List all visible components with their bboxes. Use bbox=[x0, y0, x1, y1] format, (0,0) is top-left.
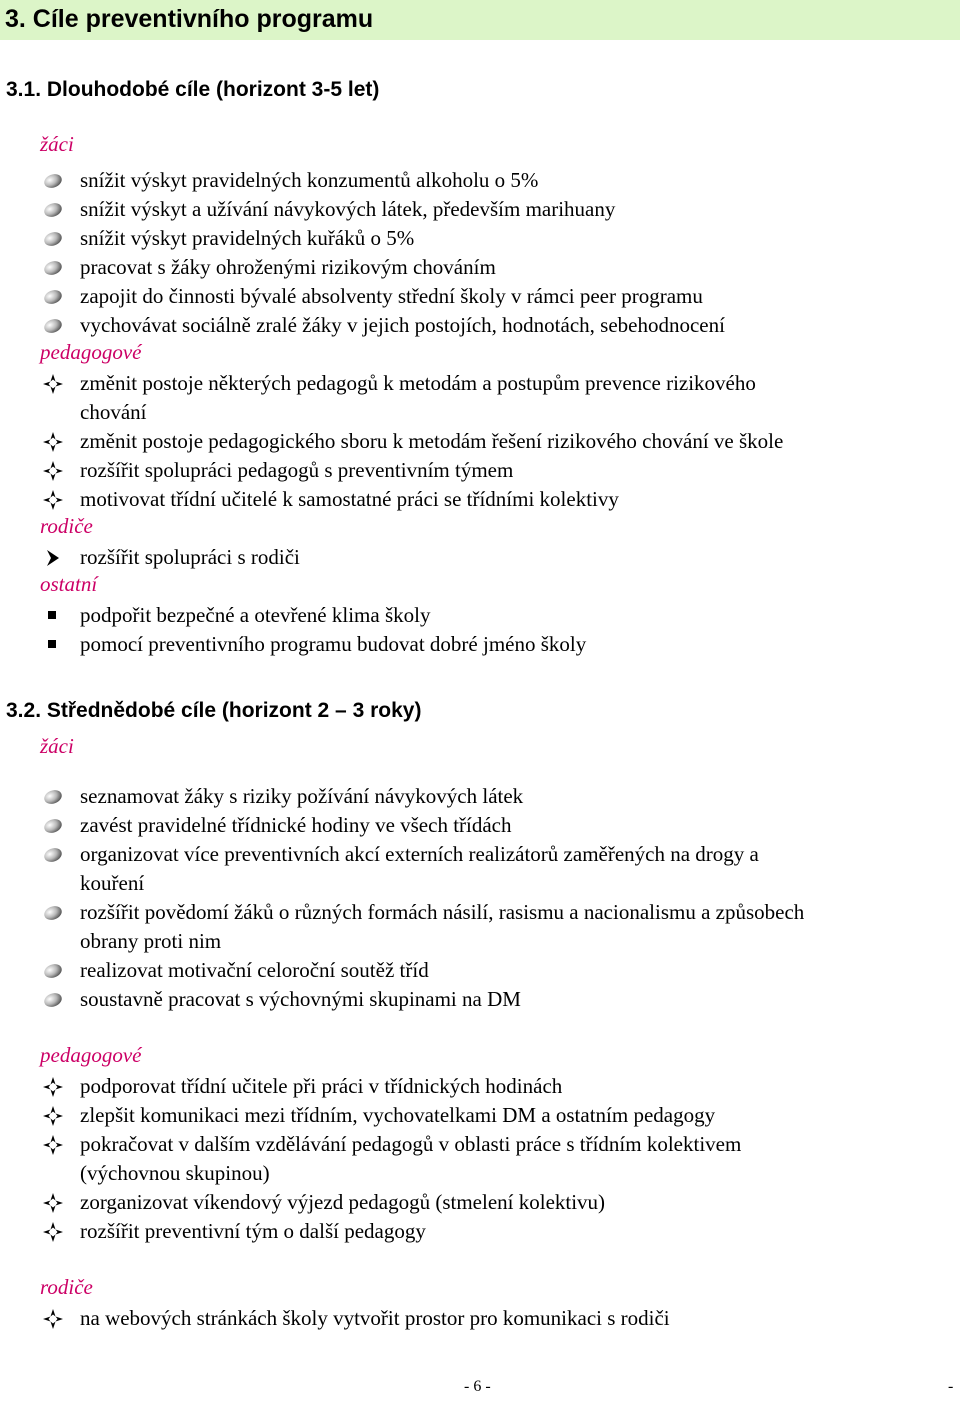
list-item: pokračovat v dalším vzdělávání pedagogů v oblasti práce s třídním kolektivem bbox=[80, 1132, 742, 1156]
category-rodice: rodiče bbox=[40, 1275, 93, 1299]
list-item-continuation: chování bbox=[80, 400, 147, 424]
footer-dash: - bbox=[948, 1378, 954, 1395]
round-bullet-icon bbox=[42, 960, 64, 982]
list-item: snížit výskyt pravidelných kuřáků o 5% bbox=[80, 226, 415, 250]
list-item-continuation: kouření bbox=[80, 871, 145, 895]
category-pedagogove: pedagogové bbox=[40, 1043, 142, 1067]
list-item: změnit postoje některých pedagogů k metodám a postupům prevence rizikového bbox=[80, 371, 756, 395]
section-title-long-term: 3.1. Dlouhodobé cíle (horizont 3-5 let) bbox=[6, 78, 380, 101]
list-item: pracovat s žáky ohroženými rizikovým chováním bbox=[80, 255, 496, 279]
list-item-continuation: (výchovnou skupinou) bbox=[80, 1161, 270, 1185]
square-bullet-icon bbox=[42, 634, 64, 656]
round-bullet-icon bbox=[42, 257, 64, 279]
list-item: pomocí preventivního programu budovat dobré jméno školy bbox=[80, 632, 587, 656]
round-bullet-icon bbox=[42, 228, 64, 250]
list-item: na webových stránkách školy vytvořit prostor pro komunikaci s rodiči bbox=[80, 1306, 670, 1330]
round-bullet-icon bbox=[42, 315, 64, 337]
page-title: 3. Cíle preventivního programu bbox=[5, 5, 374, 33]
category-pedagogove: pedagogové bbox=[40, 340, 142, 364]
list-item: podpořit bezpečné a otevřené klima školy bbox=[80, 603, 431, 627]
round-bullet-icon bbox=[42, 786, 64, 808]
diamond-star-icon bbox=[42, 1105, 64, 1127]
category-rodice: rodiče bbox=[40, 514, 93, 538]
list-item: rozšířit spolupráci pedagogů s preventivním týmem bbox=[80, 458, 514, 482]
list-item: zavést pravidelné třídnické hodiny ve všech třídách bbox=[80, 813, 512, 837]
round-bullet-icon bbox=[42, 844, 64, 866]
list-item: snížit výskyt pravidelných konzumentů alkoholu o 5% bbox=[80, 168, 539, 192]
arrow-bullet-icon bbox=[42, 547, 64, 569]
list-item: snížit výskyt a užívání návykových látek, především marihuany bbox=[80, 197, 616, 221]
list-item: změnit postoje pedagogického sboru k metodám řešení rizikového chování ve škole bbox=[80, 429, 784, 453]
list-item: vychovávat sociálně zralé žáky v jejich postojích, hodnotách, sebehodnocení bbox=[80, 313, 725, 337]
list-item: rozšířit povědomí žáků o různých formách násilí, rasismu a nacionalismu a způsobech bbox=[80, 900, 805, 924]
list-item: realizovat motivační celoroční soutěž tříd bbox=[80, 958, 429, 982]
diamond-star-icon bbox=[42, 373, 64, 395]
list-item: zlepšit komunikaci mezi třídním, vychovatelkami DM a ostatním pedagogy bbox=[80, 1103, 716, 1127]
diamond-star-icon bbox=[42, 460, 64, 482]
list-item: seznamovat žáky s riziky požívání návykových látek bbox=[80, 784, 524, 808]
round-bullet-icon bbox=[42, 815, 64, 837]
list-item: soustavně pracovat s výchovnými skupinami na DM bbox=[80, 987, 521, 1011]
list-item: zapojit do činnosti bývalé absolventy střední školy v rámci peer programu bbox=[80, 284, 703, 308]
round-bullet-icon bbox=[42, 902, 64, 924]
round-bullet-icon bbox=[42, 199, 64, 221]
round-bullet-icon bbox=[42, 989, 64, 1011]
list-item-continuation: obrany proti nim bbox=[80, 929, 222, 953]
diamond-star-icon bbox=[42, 1221, 64, 1243]
list-item: rozšířit spolupráci s rodiči bbox=[80, 545, 300, 569]
round-bullet-icon bbox=[42, 286, 64, 308]
diamond-star-icon bbox=[42, 431, 64, 453]
category-zaci: žáci bbox=[40, 132, 74, 156]
list-item: rozšířit preventivní tým o další pedagogy bbox=[80, 1219, 426, 1243]
round-bullet-icon bbox=[42, 170, 64, 192]
diamond-star-icon bbox=[42, 489, 64, 511]
category-ostatni: ostatní bbox=[40, 572, 98, 596]
page-number: - 6 - bbox=[464, 1378, 491, 1395]
list-item: zorganizovat víkendový výjezd pedagogů (stmelení kolektivu) bbox=[80, 1190, 606, 1214]
list-item: motivovat třídní učitelé k samostatné práci se třídními kolektivy bbox=[80, 487, 619, 511]
diamond-star-icon bbox=[42, 1076, 64, 1098]
section-title-mid-term: 3.2. Střednědobé cíle (horizont 2 – 3 roky) bbox=[6, 699, 422, 722]
diamond-star-icon bbox=[42, 1308, 64, 1330]
square-bullet-icon bbox=[42, 605, 64, 627]
diamond-star-icon bbox=[42, 1192, 64, 1214]
category-zaci: žáci bbox=[40, 734, 74, 758]
diamond-star-icon bbox=[42, 1134, 64, 1156]
list-item: organizovat více preventivních akcí externích realizátorů zaměřených na drogy a bbox=[80, 842, 759, 866]
list-item: podporovat třídní učitele při práci v třídnických hodinách bbox=[80, 1074, 563, 1098]
